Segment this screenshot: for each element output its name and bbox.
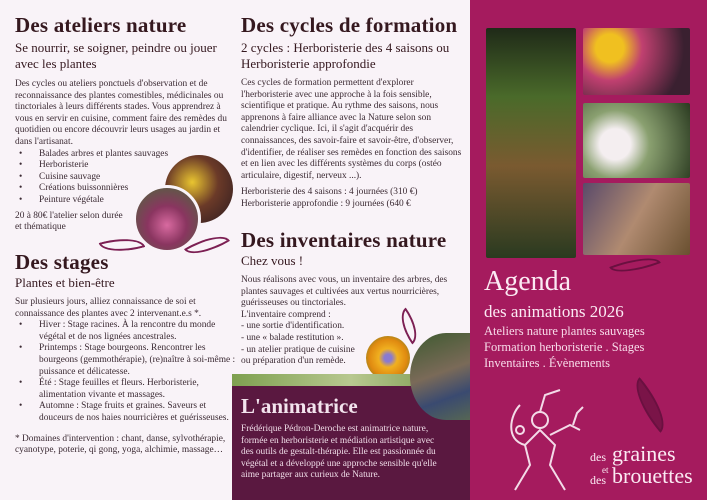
ateliers-subtitle: Se nourrir, se soigner, peindre ou jouer avec les plantes — [15, 40, 217, 71]
cover-panel — [470, 0, 707, 500]
list-item: • Balades arbres et plantes sauvages — [15, 149, 233, 161]
stages-body: Sur plusieurs jours, alliez connaissance de soi et connaissance des plantes avec 2 intervenant.e.s *. — [15, 297, 202, 319]
cover-line: Ateliers nature plantes sauvages — [484, 324, 645, 338]
logo-des: des — [590, 450, 606, 464]
inventaires-body: Nous réalisons avec vous, un inventaire des arbres, des plantes sauvages et cultivées aux vertus nourricières, guérisseuses ou tinctoriales. — [241, 275, 448, 309]
mortar-photo — [583, 183, 690, 255]
cycles-title: Des cycles de formation — [241, 13, 458, 37]
inventaires-line: L'inventaire comprend : — [241, 309, 331, 320]
inventaires-line: - un atelier pratique de cuisine — [241, 344, 355, 355]
stages-section — [15, 250, 237, 457]
inventaires-line: - une « balade restitution ». — [241, 332, 344, 343]
sunflower-photo — [583, 28, 690, 95]
cycles-price-2: Herboristerie approfondie : 9 journées (640 € — [241, 198, 411, 209]
ateliers-title: Des ateliers nature — [15, 13, 187, 37]
list-item: • Printemps : Stage bourgeons. Rencontrer les bourgeons (gemmothérapie), (re)naître à soi-même : puissance et délicatesse. — [15, 343, 237, 378]
cycles-subtitle: 2 cycles : Herboristerie des 4 saisons ou Herboristerie approfondie — [241, 40, 450, 71]
list-item: • Automne : Stage fruits et graines. Saveurs et douceurs de nos haies nourricières et guérisseuses. — [15, 401, 237, 424]
list-item: • Hiver : Stage racines. À la rencontre du monde végétal et de nos lignées ancestrales. — [15, 320, 237, 343]
cover-line: Formation herboristerie . Stages — [484, 340, 645, 354]
stages-subtitle: Plantes et bien-être — [15, 275, 115, 290]
cover-subtitle: des animations 2026 — [484, 302, 624, 321]
roots-photo — [486, 28, 576, 258]
inventaires-line: ou préparation d'un remède. — [241, 356, 346, 367]
cycles-price-1: Herboristerie des 4 saisons : 4 journées (310 €) — [241, 187, 418, 198]
stages-title: Des stages — [15, 250, 109, 274]
inventaires-subtitle: Chez vous ! — [241, 253, 304, 268]
cover-line: Inventaires . Évènements — [484, 356, 610, 370]
animatrice-title: L'animatrice — [241, 394, 358, 418]
stages-list — [15, 320, 237, 424]
logo-brouettes: brouettes — [612, 463, 693, 488]
list-item: • Créations buissonnières — [15, 183, 233, 195]
stages-note: * Domaines d'intervention : chant, danse, sylvothérapie, cyanotype, poterie, qi gong, yoga, alchimie, massage… — [15, 433, 226, 456]
list-item: • Été : Stage feuilles et fleurs. Herboristerie, alimentation vivante et massages. — [15, 378, 237, 401]
ateliers-body: Des cycles ou ateliers ponctuels d'observation et de reconnaissance des plantes comestibles, médicinales ou tinctoriales à leurs différents stades. Vous apprendrez à vous en servir en cuisine, comment faire des remèdes du quotidien ou encore découvrir leurs usages au jardin et dans l'artisanat. — [15, 79, 227, 147]
list-item: • Herboristerie — [15, 160, 233, 172]
hawthorn-photo — [583, 103, 690, 178]
inventaires-title: Des inventaires nature — [241, 228, 447, 252]
animatrice-body: Frédérique Pédron-Deroche est animatrice nature, formée en herboristerie et médiation artistique avec des outils de gestalt-thérapie. Elle est passionnée du végétal et a développé une approche sensible qu'elle aime partager aux curieux de Nature. — [241, 424, 437, 481]
logo-des: des — [590, 473, 606, 487]
list-item: • Cuisine sauvage — [15, 172, 233, 184]
logo-et: et — [602, 465, 609, 475]
logo-figure-icon — [495, 385, 595, 495]
cycles-section — [241, 13, 467, 211]
cycles-body: Ces cycles de formation permettent d'explorer l'herboristerie avec une approche à la fois sensible, scientifique et pratique. Au rythme des saisons, nous apprenons à faire alliance avec la Nature selon son calendrier cyclique. Ici, il s'agit d'acquérir des connaissances, des savoir-faire et savoir-être, d'observer, d'identifier, de réaliser ses remèdes en fonction des saisons et en lien avec les différents systèmes du corps (ostéo articulaire, digestif, nerveux ...). — [241, 78, 462, 181]
list-item: • Peinture végétale — [15, 195, 233, 207]
inventaires-line: - une sortie d'identification. — [241, 321, 345, 332]
cover-title: Agenda — [484, 266, 572, 297]
logo-graines: graines — [612, 441, 676, 466]
leaf-ornament — [624, 377, 675, 433]
ateliers-price: 20 à 80€ l'atelier selon durée et thématique — [15, 210, 123, 233]
